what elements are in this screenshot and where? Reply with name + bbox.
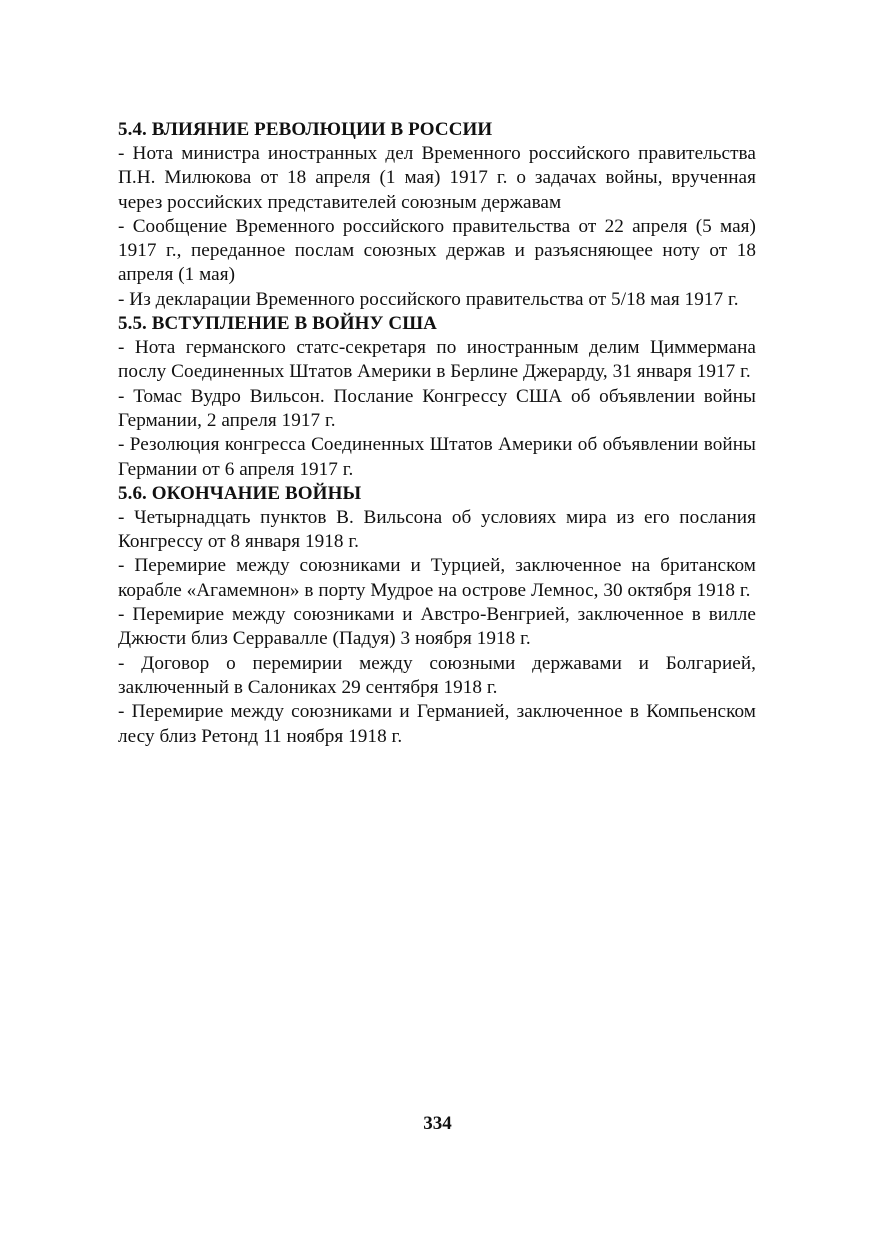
list-item: - Нота германского статс-секретаря по иностранным делим Циммермана послу Соединенных Штатов Америки в Берлине Джерарду, 31 января 1917 г. [118, 337, 756, 383]
list-item: - Томас Вудро Вильсон. Послание Конгрессу США об объявлении войны Германии, 2 апреля 1917 г. [118, 385, 756, 431]
list-item: - Перемирие между союзниками и Турцией, заключенное на британском корабле «Агамемнон» в порту Мудрое на острове Лемнос, 30 октября 1918 г. [118, 555, 756, 601]
list-item: - Четырнадцать пунктов В. Вильсона об условиях мира из его послания Конгрессу от 8 января 1918 г. [118, 506, 756, 553]
list-item: - Нота министра иностранных дел Временного российского правительства П.Н. Милюкова от 18 апреля (1 мая) 1917 г. о задачах войны, врученная через российских представителей союзным державам [118, 143, 756, 213]
list-item: - Из декларации Временного российского правительства от 5/18 мая 1917 г. [118, 288, 739, 310]
page-content [118, 118, 756, 749]
section-heading: 5.4. ВЛИЯНИЕ РЕВОЛЮЦИИ В РОССИИ [118, 119, 493, 140]
list-item: - Резолюция конгресса Соединенных Штатов Америки об объявлении войны Германии от 6 апреля 1917 г. [118, 434, 756, 480]
page-number: 334 [423, 1113, 452, 1134]
list-item: - Перемирие между союзниками и Австро-Венгрией, заключенное в вилле Джюсти близ Серравалле (Падуя) 3 ноября 1918 г. [118, 604, 756, 650]
section-usa-entry-into-war [118, 312, 756, 482]
section-end-of-war [118, 482, 756, 749]
section-heading: 5.6. ОКОНЧАНИЕ ВОЙНЫ [118, 482, 362, 504]
section-heading: 5.5. ВСТУПЛЕНИЕ В ВОЙНУ США [118, 313, 437, 335]
list-item: - Перемирие между союзниками и Германией, заключенное в Компьенском лесу близ Ретонд 11 ноября 1918 г. [118, 701, 756, 747]
list-item: - Договор о перемирии между союзными державами и Болгарией, заключенный в Салониках 29 сентября 1918 г. [118, 652, 756, 698]
list-item: - Сообщение Временного российского правительства от 22 апреля (5 мая) 1917 г., переданное послам союзных держав и разъясняющее ноту от 18 апреля (1 мая) [118, 215, 756, 286]
section-influence-of-revolution [118, 118, 756, 312]
